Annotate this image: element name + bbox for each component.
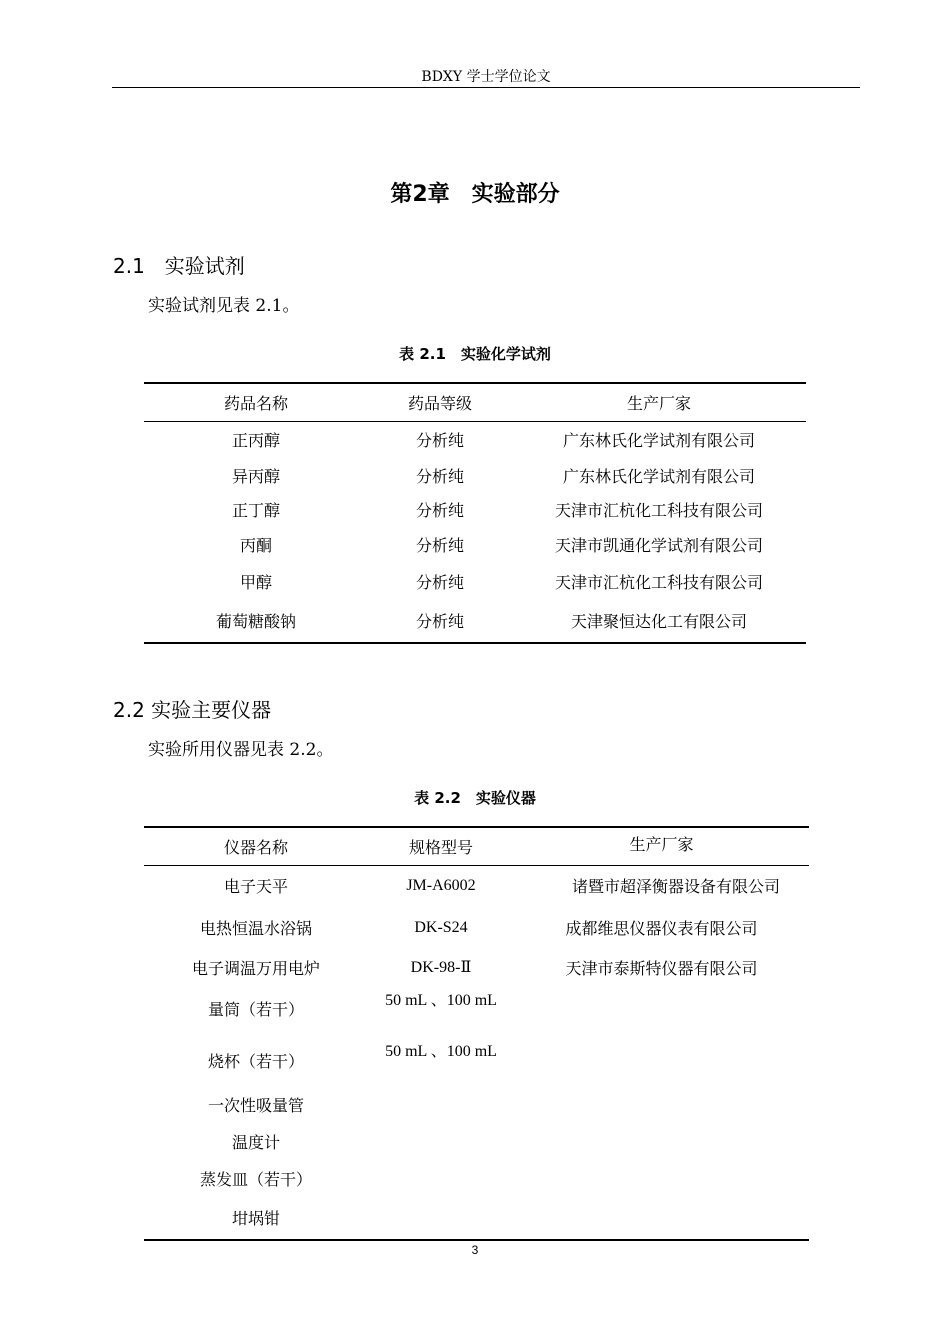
table-cell: 广东林氏化学试剂有限公司 (562, 431, 755, 450)
table-cell: 分析纯 (415, 536, 464, 555)
table-2-1-bottom-rule (144, 642, 806, 644)
chapter-title: 第2章 实验部分 (390, 182, 560, 207)
table-cell: 分析纯 (415, 431, 464, 450)
table-cell: 坩埚钳 (231, 1209, 280, 1228)
table-2-2-caption: 表 2.2 实验仪器 (414, 789, 536, 807)
table-cell: DK-98-Ⅱ (410, 959, 472, 976)
table-2-1-header-name: 药品名称 (223, 394, 288, 413)
table-2-2-bottom-rule (144, 1239, 809, 1241)
table-cell: 天津市泰斯特仪器有限公司 (565, 959, 758, 978)
table-2-1-caption: 表 2.1 实验化学试剂 (399, 345, 551, 363)
table-2-1-header-rule (144, 421, 806, 422)
table-cell: 分析纯 (415, 612, 464, 631)
table-2-1-top-rule (144, 382, 806, 384)
table-cell: 烧杯（若干） (207, 1052, 304, 1071)
table-2-2-top-rule (144, 826, 809, 828)
section-title-2-2: 2.2 实验主要仪器 (113, 698, 272, 722)
table-cell: 天津市汇杭化工科技有限公司 (554, 501, 763, 520)
table-cell: 正丁醇 (231, 501, 280, 520)
table-2-2-header-rule (144, 865, 809, 866)
table-cell: DK-S24 (414, 919, 468, 936)
table-cell: 电子调温万用电炉 (191, 959, 320, 978)
table-cell: 成都维思仪器仪表有限公司 (565, 919, 758, 938)
table-cell: 异丙醇 (231, 467, 280, 486)
table-2-1-header-maker: 生产厂家 (626, 394, 691, 413)
table-cell: 分析纯 (415, 467, 464, 486)
table-cell: 温度计 (231, 1133, 280, 1152)
table-cell: 甲醇 (239, 573, 272, 592)
table-cell: 50 mL 、100 mL (385, 1043, 497, 1060)
section-title-2-1: 2.1 实验试剂 (113, 254, 245, 278)
table-cell: 一次性吸量管 (207, 1096, 304, 1115)
table-2-2-header-name: 仪器名称 (223, 838, 288, 857)
section-2-2-intro: 实验所用仪器见表 2.2。 (148, 740, 334, 760)
table-cell: 天津聚恒达化工有限公司 (570, 612, 747, 631)
table-cell: 天津市凯通化学试剂有限公司 (554, 536, 763, 555)
table-2-1-header-grade: 药品等级 (407, 394, 472, 413)
page-header: BDXY 学士学位论文 (421, 69, 551, 85)
table-cell: 正丙醇 (231, 431, 280, 450)
table-cell: JM-A6002 (406, 877, 476, 894)
page-number: 3 (471, 1243, 479, 1257)
table-cell: 分析纯 (415, 573, 464, 592)
table-cell: 电子天平 (223, 877, 288, 896)
table-cell: 诸暨市超泽衡器设备有限公司 (571, 877, 780, 896)
table-cell: 蒸发皿（若干） (199, 1170, 312, 1189)
table-2-2-header-model: 规格型号 (408, 838, 473, 857)
table-cell: 量筒（若干） (207, 1000, 304, 1019)
section-2-1-intro: 实验试剂见表 2.1。 (148, 296, 300, 316)
header-rule (112, 87, 860, 88)
table-cell: 丙酮 (239, 536, 272, 555)
table-cell: 50 mL 、100 mL (385, 992, 497, 1009)
table-cell: 葡萄糖酸钠 (215, 612, 296, 631)
table-cell: 分析纯 (415, 501, 464, 520)
table-cell: 广东林氏化学试剂有限公司 (562, 467, 755, 486)
table-2-2-header-maker: 生产厂家 (629, 835, 694, 854)
table-cell: 电热恒温水浴锅 (199, 919, 312, 938)
table-cell: 天津市汇杭化工科技有限公司 (554, 573, 763, 592)
